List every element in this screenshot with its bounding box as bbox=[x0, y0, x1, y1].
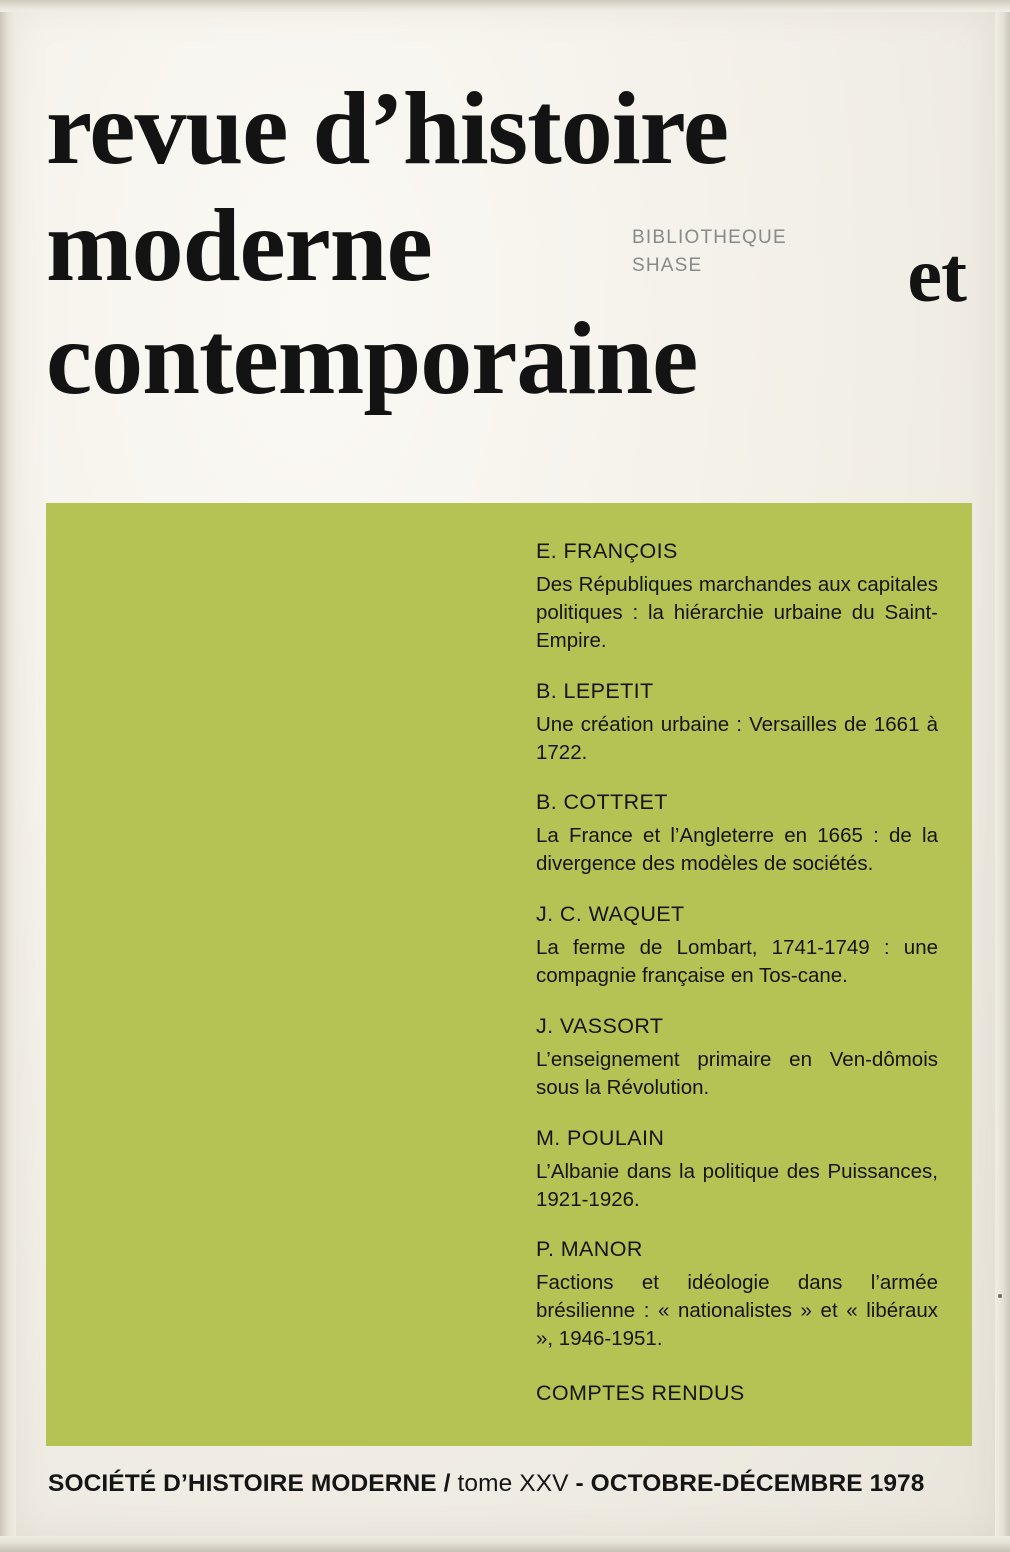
library-stamp-line-1: BIBLIOTHEQUE bbox=[632, 227, 787, 248]
journal-title-et: et bbox=[907, 230, 966, 318]
entry-title: Une création urbaine : Versailles de 1661 à 1722. bbox=[536, 712, 938, 764]
list-item bbox=[536, 902, 938, 990]
ink-dot-mark bbox=[998, 1294, 1002, 1298]
footer-dash: - bbox=[568, 1470, 591, 1497]
entry-title: L’Albanie dans la politique des Puissances, 1921-1926. bbox=[536, 1159, 938, 1211]
entry-author: P. MANOR bbox=[536, 1237, 643, 1262]
list-item bbox=[536, 539, 938, 655]
footer-society: SOCIÉTÉ D’HISTOIRE MODERNE bbox=[48, 1470, 437, 1497]
list-item bbox=[536, 790, 938, 878]
paper-edge-top bbox=[0, 0, 1010, 12]
entry-author: J. C. WAQUET bbox=[536, 902, 685, 927]
entry-author: J. VASSORT bbox=[536, 1013, 664, 1038]
paper-edge-right bbox=[996, 0, 1010, 1552]
library-stamp bbox=[632, 224, 787, 279]
entry-author: B. COTTRET bbox=[536, 790, 668, 815]
entry-title: La ferme de Lombart, 1741-1749 : une compagnie française en Tos-cane. bbox=[536, 936, 938, 987]
list-item bbox=[536, 1014, 938, 1102]
entry-author: E. FRANÇOIS bbox=[536, 539, 678, 563]
entry-title: Factions et idéologie dans l’armée brésilienne : « nationalistes » et « libéraux », 1946-1951. bbox=[536, 1271, 938, 1351]
contents-list bbox=[536, 539, 938, 1406]
journal-title-block bbox=[44, 71, 974, 416]
list-item bbox=[536, 1237, 938, 1353]
entry-title: L’enseignement primaire en Ven-dômois sous la Révolution. bbox=[536, 1047, 938, 1099]
journal-title-line-3: contemporaine bbox=[46, 300, 698, 416]
journal-title-line-2-text: moderne bbox=[46, 187, 432, 303]
library-stamp-line-2: SHASE bbox=[632, 254, 703, 276]
footer-issue: OCTOBRE-DÉCEMBRE 1978 bbox=[590, 1470, 925, 1497]
entry-title: Des Républiques marchandes aux capitales politiques : la hiérarchie urbaine du Saint-Empire. bbox=[536, 573, 938, 652]
journal-title-line-2 bbox=[46, 187, 974, 318]
entry-author: M. POULAIN bbox=[536, 1125, 665, 1150]
list-item bbox=[536, 1126, 938, 1214]
cover-footer bbox=[48, 1470, 968, 1498]
list-item bbox=[536, 679, 938, 767]
footer-separator: / bbox=[436, 1470, 458, 1497]
paper-edge-bottom bbox=[0, 1536, 1010, 1552]
contents-panel bbox=[46, 503, 972, 1446]
entry-author: B. LEPETIT bbox=[536, 678, 654, 703]
paper-edge-left bbox=[0, 0, 16, 1552]
footer-tome: tome XXV bbox=[457, 1470, 569, 1497]
entry-title: La France et l’Angleterre en 1665 : de la divergence des modèles de sociétés. bbox=[536, 824, 938, 876]
comptes-rendus-heading: COMPTES RENDUS bbox=[536, 1381, 745, 1405]
journal-title-line-1: revue d’histoire bbox=[46, 71, 729, 186]
